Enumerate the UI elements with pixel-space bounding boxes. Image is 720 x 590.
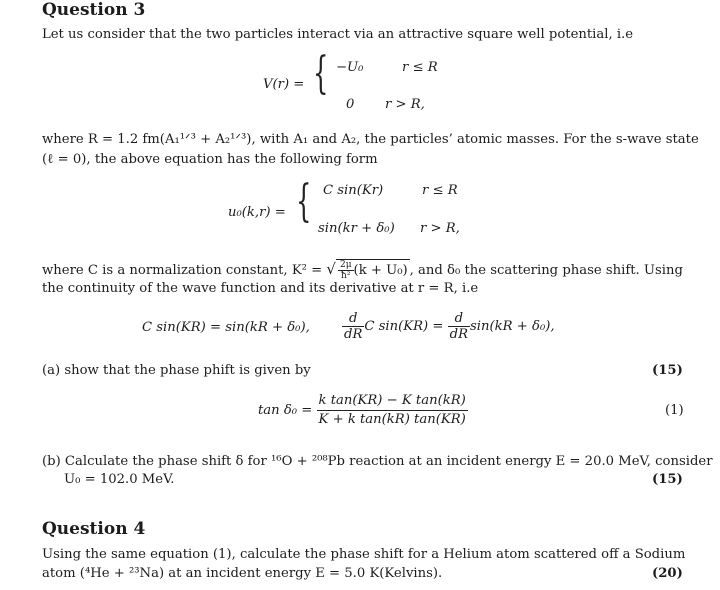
question-3-heading: Question 3 — [42, 0, 146, 20]
part-a-text: (a) show that the phase phift is given by — [42, 363, 311, 378]
q3-intro-text: Let us consider that the two particles interact via an attractive square well potential, i.e — [42, 27, 634, 42]
potential-brace: { — [313, 48, 329, 99]
d-num-2: d — [448, 311, 470, 327]
potential-case2-value: 0 — [346, 97, 355, 112]
continuity-eq-2 — [342, 311, 555, 342]
wave-case1-condition: r ≤ R — [422, 183, 458, 198]
norm-sqrt-den: ħ² — [341, 271, 351, 281]
potential-case1-condition: r ≤ R — [402, 60, 438, 75]
continuity-eq-1: C sin(KR) = sin(kR + δ₀), — [142, 320, 310, 335]
equation-label-1: (1) — [665, 403, 684, 418]
d-num-1: d — [342, 311, 364, 327]
q3-norm-line-1: where C is a normalization constant, K² = √ $\frac{2\mu}{\text{ħ²}}$ (k + U₀) , and δ₀ the scattering phase shift. Using — [42, 260, 683, 281]
q4-marks: (20) — [652, 566, 683, 581]
q3-where-line-2: (ℓ = 0), the above equation has the following form — [42, 152, 378, 167]
q3-norm-line-2: the continuity of the wave function and its derivative at r = R, i.e — [42, 281, 479, 296]
norm-text-a: where C is a normalization constant, K² = — [42, 263, 323, 278]
q4-line-2: atom (⁴He + ²³Na) at an incident energy E = 5.0 K(Kelvins). — [42, 566, 443, 581]
potential-case2-condition: r > R, — [385, 97, 425, 112]
norm-sqrt — [336, 259, 410, 281]
part-b-line-2: U₀ = 102.0 MeV. — [64, 472, 175, 487]
d-den-2: dR — [449, 327, 469, 342]
d-den-1: dR — [344, 327, 363, 342]
wave-case2-condition: r > R, — [420, 221, 460, 236]
q3-where-line-1: where R = 1.2 fm(A₁¹ᐟ³ + A₂¹ᐟ³), with A₁ and A₂, the particles’ atomic masses. For the s-wave state — [42, 132, 699, 147]
wave-lhs: u₀(k,r) = — [228, 205, 286, 220]
question-4-heading: Question 4 — [42, 519, 146, 539]
norm-sqrt-rest: (k + U₀) — [353, 263, 408, 278]
phase-shift-formula — [258, 392, 468, 429]
wave-case1-value: C sin(Kr) — [323, 183, 384, 198]
part-a-marks: (15) — [652, 363, 683, 378]
part-b-marks: (15) — [652, 472, 683, 487]
wave-case2-value: sin(kr + δ₀) — [318, 221, 395, 236]
potential-lhs: V(r) = — [263, 77, 305, 92]
norm-sqrt-num: 2μ — [339, 260, 352, 270]
q4-line-1: Using the same equation (1), calculate the phase shift for a Helium atom scattered off a Sodium — [42, 547, 686, 562]
continuity-eq-2-mid: C sin(KR) = — [364, 319, 444, 334]
part-b-line-1: (b) Calculate the phase shift δ for ¹⁶O + ²⁰⁸Pb reaction at an incident energy E = 20.0 MeV, consider — [42, 454, 713, 469]
phase-shift-den: K + k tan(kR) tan(KR) — [318, 412, 466, 427]
phase-shift-num: k tan(KR) − K tan(kR) — [317, 392, 468, 411]
potential-case1-value: −U₀ — [336, 60, 364, 75]
norm-text-b: , and δ₀ the scattering phase shift. Using — [409, 263, 683, 278]
phase-shift-lhs: tan δ₀ = — [258, 403, 313, 418]
wave-brace: { — [296, 176, 312, 227]
continuity-eq-2-end: sin(kR + δ₀), — [470, 319, 555, 334]
